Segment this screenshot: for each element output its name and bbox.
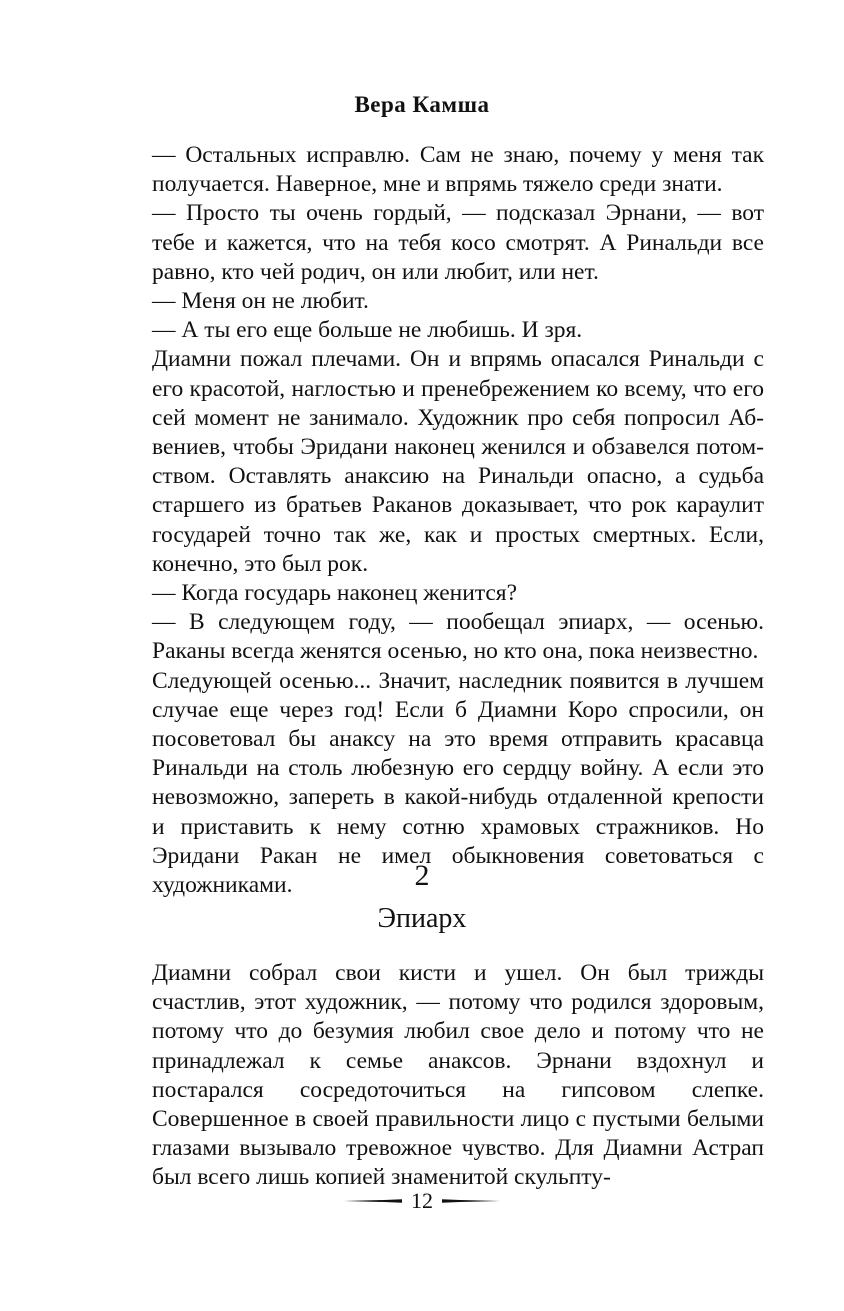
paragraph: — Меня он не любит.: [152, 288, 369, 315]
paragraph: Диамни пожал плечами. Он и впрямь опасался Ринальди с его красотой, наглостью и пренебрежением ко всему, что его сей момент не занимало. Художник про себя попросил Абвениев, чтобы Эридани наконец женился и обзавелся потомством. Оставлять анаксию на Ринальди опасно, а судьба старшего из братьев Раканов доказывает, что рок караулит государей точно так же, как и простых смертных. Если, конечно, это был рок.: [152, 346, 764, 577]
chapter-title: Эпиарх: [377, 903, 467, 934]
paragraph: — А ты его еще больше не любишь. И зря.: [152, 317, 583, 344]
paragraph: — Просто ты очень гордый, — подсказал Эрнани, — вот тебе и кажется, что на тебя косо смотрят. А Ринальди все равно, кто чей родич, он или любит, или нет.: [152, 200, 764, 285]
paragraph: — В следующем году, — пообещал эпиарх, — осенью. Раканы всегда женятся осенью, но кто она, пока неизвестно.: [152, 609, 764, 665]
body-text-section-2: [152, 959, 764, 1193]
page-number: 12: [411, 1188, 433, 1213]
paragraph: — Когда государь наконец женится?: [152, 580, 518, 607]
paragraph: Следующей осенью... Значит, наследник появится в лучшем случае еще через год! Если б Диамни Коро спросили, он посоветовал бы анаксу на это время отправить красавца Ринальди на столь любезную его сердцу войну. А если это невозможно, запереть в какой-нибудь отдаленной крепости и приставить к нему сотню храмовых стражников. Но Эридани Ракан не имел обыкновения советоваться с художниками.: [152, 667, 764, 899]
body-text-section-1: [152, 141, 764, 900]
paragraph: — Остальных исправлю. Сам не знаю, почему у меня так получается. Наверное, мне и впрямь тяжело среди знати.: [152, 142, 764, 198]
running-title: Вера Камша: [354, 92, 490, 117]
folio-ornament-left-icon: [344, 1196, 402, 1206]
paragraph: Диамни собрал свои кисти и ушел. Он был трижды счастлив, этот художник, — потому что родился здоровым, потому что до безумия любил свое дело и потому что не принадлежал к семье анаксов. Эрнани вздохнул и постарался сосредоточиться на гипсовом слепке. Совершенное в своей правильности лицо с пустыми белыми глазами вызывало тревожное чувство. Для Диамни Астрап был всего лишь копией знаменитой скульпту-: [152, 960, 764, 1191]
folio-ornament-right-icon: [442, 1196, 500, 1206]
chapter-number: 2: [414, 859, 430, 892]
page-footer: [0, 1186, 844, 1216]
